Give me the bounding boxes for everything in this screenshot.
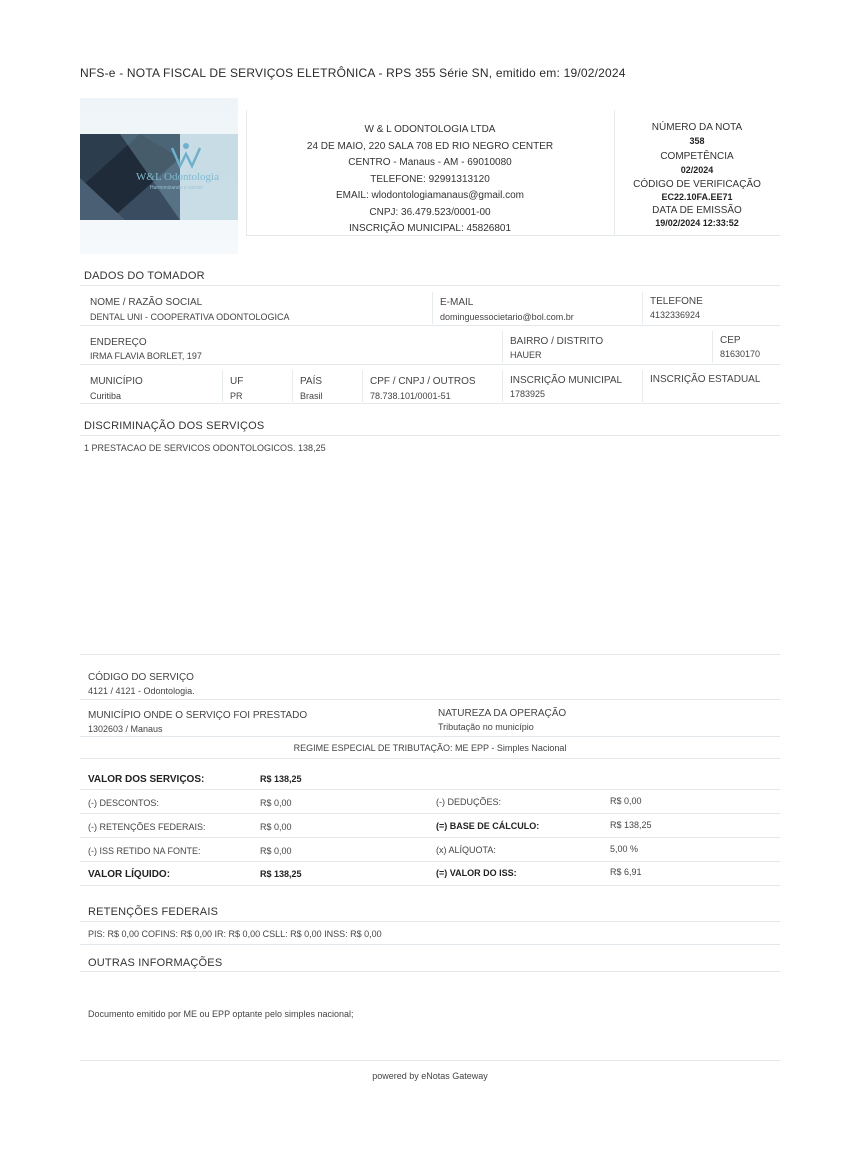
federal-retentions-line: PIS: R$ 0,00 COFINS: R$ 0,00 IR: R$ 0,00 CSLL: R$ 0,00 INSS: R$ 0,00 <box>88 929 382 939</box>
rate-label: (x) ALÍQUOTA: <box>436 845 496 855</box>
tomador-municipal-reg-label: INSCRIÇÃO MUNICIPAL <box>510 375 623 386</box>
federal-retentions-value: R$ 0,00 <box>260 822 292 832</box>
tomador-doc: 78.738.101/0001-51 <box>370 391 451 401</box>
tomador-city-label: MUNICÍPIO <box>90 376 143 387</box>
iss-value-label: (=) VALOR DO ISS: <box>436 868 517 878</box>
note-number: 358 <box>689 136 705 146</box>
tomador-state-reg-label: INSCRIÇÃO ESTADUAL <box>650 374 761 385</box>
tomador-country: Brasil <box>300 391 323 401</box>
rate-value: 5,00 % <box>610 844 639 854</box>
issuer-address: 24 DE MAIO, 220 SALA 708 ED RIO NEGRO CENTER <box>306 140 554 152</box>
tax-regime: REGIME ESPECIAL DE TRIBUTAÇÃO: ME EPP - Simples Nacional <box>293 743 567 753</box>
deductions-value: R$ 0,00 <box>610 796 642 806</box>
iss-retained-value: R$ 0,00 <box>260 846 292 856</box>
tomador-district: HAUER <box>510 350 542 360</box>
logo-tagline: Harmonizando o sorriso <box>150 185 204 191</box>
verification-label: CÓDIGO DE VERIFICAÇÃO <box>633 179 761 190</box>
issuer-block <box>246 124 614 235</box>
tomador-phone: 4132336924 <box>650 310 701 320</box>
iss-value: R$ 6,91 <box>610 867 642 877</box>
footer-powered-by: powered by eNotas Gateway <box>372 1071 488 1081</box>
discounts-label: (-) DESCONTOS: <box>88 798 159 808</box>
other-section-title: OUTRAS INFORMAÇÕES <box>88 957 223 969</box>
tomador-country-label: PAÍS <box>300 376 323 387</box>
service-code-label: CÓDIGO DO SERVIÇO <box>88 672 194 683</box>
service-code-value: 4121 / 4121 - Odontologia. <box>88 686 195 696</box>
note-info-block <box>614 122 780 229</box>
services-section-title: DISCRIMINAÇÃO DOS SERVIÇOS <box>84 420 265 432</box>
service-place-label: MUNICÍPIO ONDE O SERVIÇO FOI PRESTADO <box>88 710 308 721</box>
tomador-municipal-reg: 1783925 <box>510 389 546 399</box>
issuer-name: W & L ODONTOLOGIA LTDA <box>364 124 496 135</box>
tomador-district-label: BAIRRO / DISTRITO <box>510 336 604 347</box>
competence-value: 02/2024 <box>680 165 714 175</box>
tomador-phone-label: TELEFONE <box>650 296 703 307</box>
emission-date: 19/02/2024 12:33:52 <box>655 218 739 228</box>
calc-base-value: R$ 138,25 <box>610 820 652 830</box>
verification-code: EC22.10FA.EE71 <box>661 192 733 202</box>
operation-nature: Tributação no município <box>438 722 534 732</box>
logo-text: W&L Odontologia <box>136 171 219 183</box>
tomador-address-label: ENDEREÇO <box>90 337 147 348</box>
tomador-city: Curitiba <box>90 391 122 401</box>
tomador-cep-label: CEP <box>720 335 741 346</box>
tomador-name: DENTAL UNI - COOPERATIVA ODONTOLOGICA <box>90 312 290 322</box>
tomador-address: IRMA FLAVIA BORLET, 197 <box>90 351 202 361</box>
company-logo <box>80 98 238 254</box>
tomador-doc-label: CPF / CNPJ / OUTROS <box>370 376 476 387</box>
note-number-label: NÚMERO DA NOTA <box>651 122 743 133</box>
net-value: R$ 138,25 <box>260 869 302 879</box>
tomador-email: dominguessocietario@bol.com.br <box>440 312 574 322</box>
issuer-district: CENTRO - Manaus - AM - 69010080 <box>348 157 512 168</box>
tomador-uf: PR <box>230 391 243 401</box>
services-description: 1 PRESTACAO DE SERVICOS ODONTOLOGICOS. 138,25 <box>84 443 326 453</box>
service-place: 1302603 / Manaus <box>88 724 163 734</box>
competence-label: COMPETÊNCIA <box>660 151 734 162</box>
federal-retentions-label: (-) RETENÇÕES FEDERAIS: <box>88 822 206 832</box>
document-title: NFS-e - NOTA FISCAL DE SERVIÇOS ELETRÔNICA - RPS 355 Série SN, emitido em: 19/02/2024 <box>80 66 626 80</box>
tomador-uf-label: UF <box>230 376 244 387</box>
issuer-email: EMAIL: wlodontologiamanaus@gmail.com <box>335 190 525 201</box>
iss-retained-label: (-) ISS RETIDO NA FONTE: <box>88 846 201 856</box>
discounts-value: R$ 0,00 <box>260 798 292 808</box>
tomador-cep: 81630170 <box>720 349 761 359</box>
tomador-email-label: E-MAIL <box>440 297 474 308</box>
operation-nature-label: NATUREZA DA OPERAÇÃO <box>438 708 567 719</box>
issuer-municipal-reg: INSCRIÇÃO MUNICIPAL: 45826801 <box>348 223 512 234</box>
services-value: R$ 138,25 <box>260 774 302 784</box>
other-info-text: Documento emitido por ME ou EPP optante pelo simples nacional; <box>88 1009 354 1019</box>
issuer-cnpj: CNPJ: 36.479.523/0001-00 <box>369 206 491 218</box>
calc-base-label: (=) BASE DE CÁLCULO: <box>436 821 540 831</box>
tomador-name-label: NOME / RAZÃO SOCIAL <box>90 297 203 308</box>
issuer-phone: TELEFONE: 92991313120 <box>370 173 490 185</box>
net-value-label: VALOR LÍQUIDO: <box>88 869 171 880</box>
federal-section-title: RETENÇÕES FEDERAIS <box>88 906 219 918</box>
emission-label: DATA DE EMISSÃO <box>652 205 742 216</box>
deductions-label: (-) DEDUÇÕES: <box>436 797 501 807</box>
tomador-section-title: DADOS DO TOMADOR <box>84 270 205 282</box>
services-value-label: VALOR DOS SERVIÇOS: <box>88 774 205 785</box>
